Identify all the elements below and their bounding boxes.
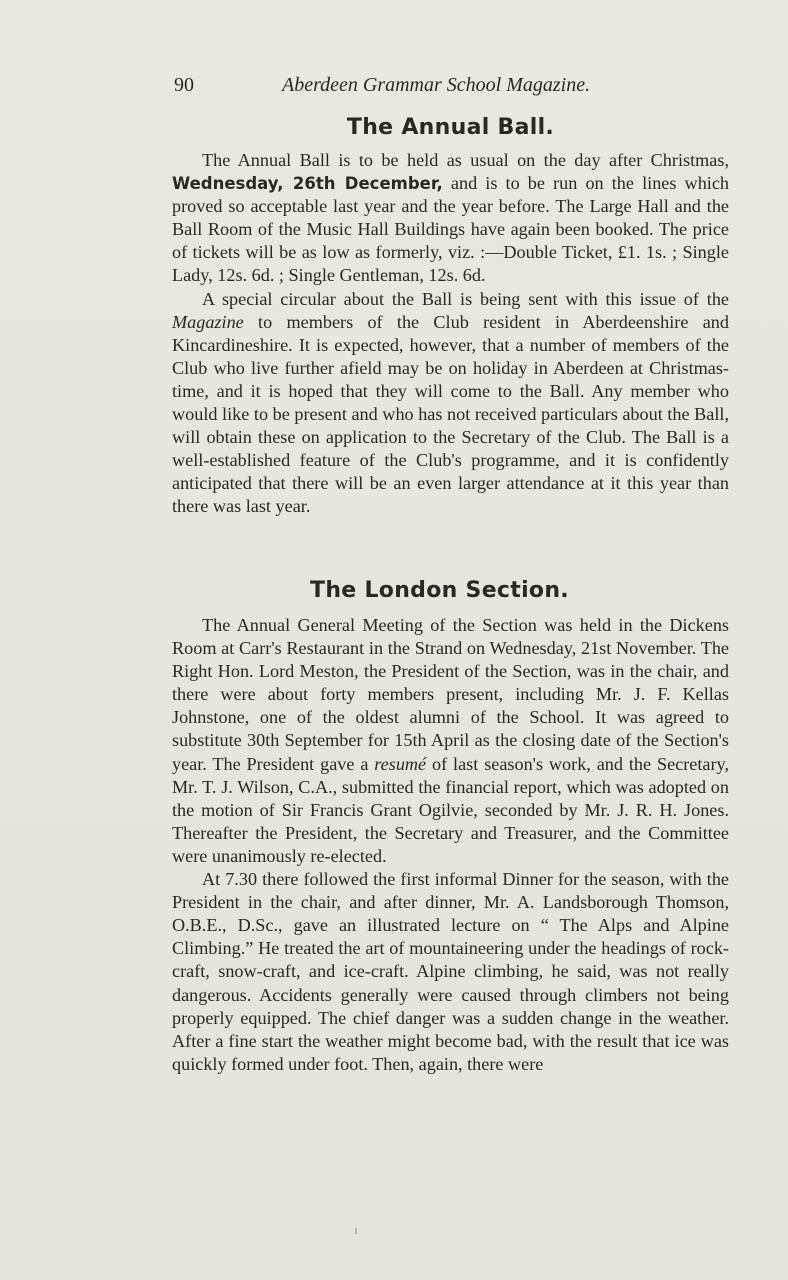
annual-ball-section xyxy=(172,114,729,519)
text-run: of last season's work, and the Secretary, Mr. T. J. Wilson, C.A., submitted the financial report, which was adopted on the motion of Sir Francis Grant Ogilvie, seconded by Mr. J. R. H. Jones. Thereafter the President, the Secretary and Treasurer, and the Committee were unanimously re-elected. xyxy=(172,753,729,866)
london-section-paragraph-1 xyxy=(172,614,729,868)
ball-date: Wednesday, 26th December, xyxy=(172,174,443,194)
london-section-paragraph-2: At 7.30 there followed the first informal Dinner for the season, with the President in the chair, and after dinner, Mr. A. Landsborough Thomson, O.B.E., D.Sc., gave an illustrated lecture on “ The Alps and Alpine Climbing.” He treated the art of mountaineering under the headings of rock-craft, snow-craft, and ice-craft. Alpine climbing, he said, was not really dangerous. Accidents generally were caused through climbers not being properly equipped. The chief danger was a sudden change in the weather. After a fine start the weather might become bad, with the result that ice was quickly formed under foot. Then, again, there were xyxy=(172,869,729,1074)
text-run: A special circular about the Ball is being sent with this issue of the xyxy=(202,288,729,309)
page-header xyxy=(174,73,734,97)
resume-italic: resumé xyxy=(374,753,427,774)
text-run: The Annual General Meeting of the Section was held in the Dickens Room at Carr's Restaurant in the Strand on Wednesday, 21st November. The Right Hon. Lord Meston, the President of the Section, was in the chair, and there were about forty members present, including Mr. J. F. Kellas Johnstone, one of the oldest alumni of the School. It was agreed to substitute 30th September for 15th April as the closing date of the Section's year. The President gave a xyxy=(172,615,729,774)
running-title: Aberdeen Grammar School Magazine. xyxy=(282,74,591,96)
text-run: to members of the Club resident in Aberdeenshire and Kincardineshire. It is expected, however, that a number of members of the Club who live further afield may be on holiday in Aberdeen at Christmas-time, and it is hoped that they will come to the Ball. Any member who would like to be present and who has not received particulars about the Ball, will obtain these on application to the Secretary of the Club. The Ball is a well-established feature of the Club's programme, and it is confidently anticipated that there will be an even larger attendance at it this year than there was last year. xyxy=(172,311,729,517)
page-number: 90 xyxy=(174,74,194,96)
section-title-london-section: The London Section. xyxy=(310,578,569,603)
annual-ball-paragraph-2 xyxy=(172,288,729,519)
text-run: and is to be run on the lines which proved so acceptable last year and the year before. The Large Hall and the Ball Room of the Music Hall Buildings have again been booked. The price of tickets will be as low as formerly, viz. :—Double Ticket, £1. 1s. ; Single Lady, 12s. 6d. ; Single Gentleman, 12s. 6d. xyxy=(172,173,730,286)
print-mark xyxy=(355,1228,357,1234)
text-run: The Annual Ball is to be held as usual on the day after Christmas, xyxy=(202,150,729,170)
annual-ball-paragraph-1 xyxy=(172,149,729,288)
section-title-annual-ball: The Annual Ball. xyxy=(346,115,555,140)
london-section xyxy=(172,577,729,1076)
magazine-italic: Magazine xyxy=(172,311,244,332)
